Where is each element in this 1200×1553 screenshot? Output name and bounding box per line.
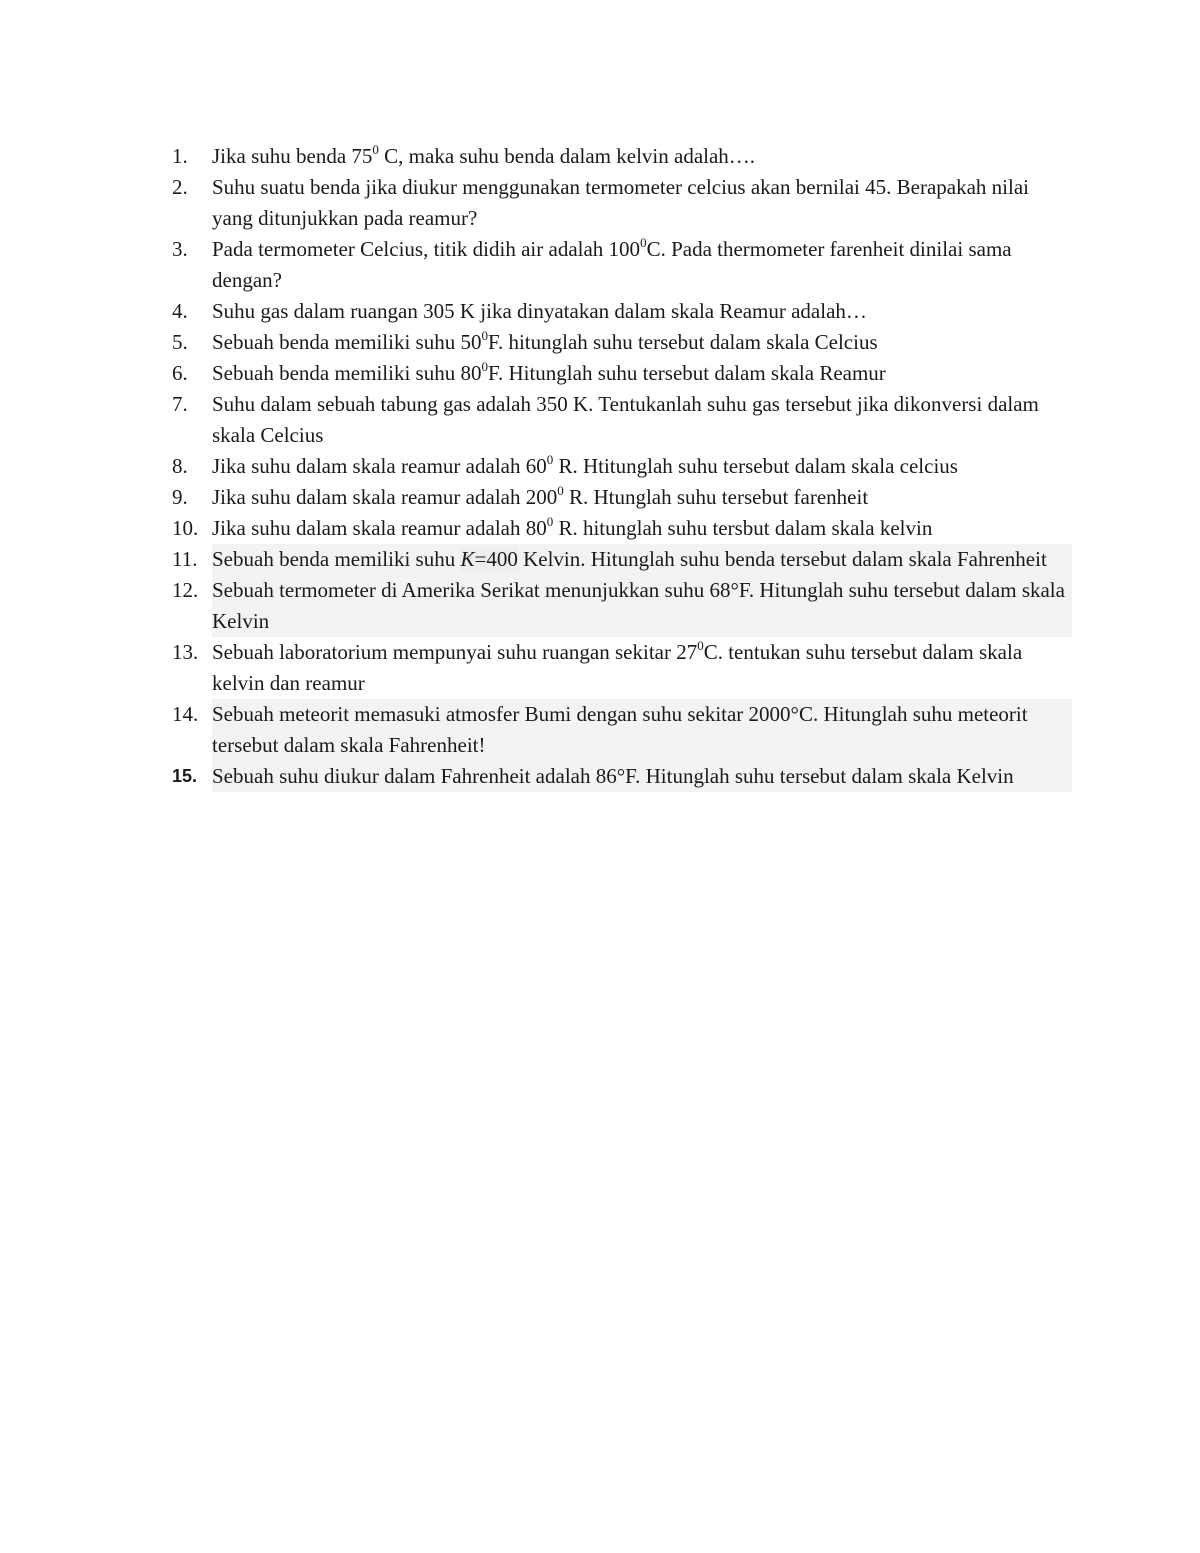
math-expression: K=400 (460, 547, 518, 571)
question-number: 6. (172, 361, 188, 385)
question-text: Sebuah laboratorium mempunyai suhu ruangan sekitar $27^0C$. tentukan suhu tersebut dalam skala kelvin dan reamur (212, 638, 1023, 695)
question-13 (172, 637, 1072, 699)
question-5 (172, 327, 1072, 358)
degree-superscript: 0 (546, 452, 554, 467)
question-number: 2. (172, 175, 188, 199)
question-number: 11. (172, 547, 198, 571)
question-number: 8. (172, 454, 188, 478)
question-number: 4. (172, 299, 188, 323)
question-15 (172, 761, 1072, 792)
question-text: Jika suhu dalam skala reamur adalah $80^0$ R. hitunglah suhu tersbut dalam skala kelvin (212, 514, 933, 540)
degree-superscript: 0 (546, 514, 554, 529)
question-number: 5. (172, 330, 188, 354)
question-7 (172, 389, 1072, 451)
question-3 (172, 234, 1072, 296)
question-text: Sebuah meteorit memasuki atmosfer Bumi dengan suhu sekitar 2000°C. Hitunglah suhu meteorit tersebut dalam skala Fahrenheit! (212, 699, 1072, 761)
question-14 (172, 699, 1072, 761)
question-text: Jika suhu dalam skala reamur adalah $60^0$ R. Htitunglah suhu tersebut dalam skala celcius (212, 452, 958, 478)
degree-superscript: 0 (481, 328, 488, 343)
question-text: Pada termometer Celcius, titik didih air adalah $100^0C$. Pada thermometer farenheit dinilai sama dengan? (212, 235, 1012, 292)
question-12 (172, 575, 1072, 637)
degree-superscript: 0 (640, 235, 647, 250)
question-list (172, 141, 1072, 792)
question-10 (172, 513, 1072, 544)
question-4 (172, 296, 1072, 327)
question-number: 12. (172, 578, 199, 602)
question-text: Sebuah benda memiliki suhu K=400 Kelvin. Hitunglah suhu benda tersebut dalam skala Fahrenheit (212, 544, 1072, 575)
question-text: Sebuah benda memiliki suhu $80^0F$. Hitunglah suhu tersebut dalam skala Reamur (212, 359, 886, 385)
question-number: 7. (172, 392, 188, 416)
question-text: Suhu suatu benda jika diukur menggunakan termometer celcius akan bernilai 45. Berapakah nilai yang ditunjukkan pada reamur? (212, 175, 1029, 230)
question-number: 13. (172, 640, 199, 664)
question-text: Suhu gas dalam ruangan 305 K jika dinyatakan dalam skala Reamur adalah… (212, 299, 867, 323)
question-number: 9. (172, 485, 188, 509)
question-1 (172, 141, 1072, 172)
question-number: 1. (172, 144, 188, 168)
degree-superscript: 0 (481, 359, 488, 374)
question-2 (172, 172, 1072, 234)
question-8 (172, 451, 1072, 482)
question-number: 15. (172, 766, 198, 786)
question-text: Jika suhu benda $75^0$ C, maka suhu benda dalam kelvin adalah…. (212, 142, 756, 168)
question-number: 14. (172, 702, 199, 726)
question-text: Sebuah termometer di Amerika Serikat menunjukkan suhu 68°F. Hitunglah suhu tersebut dalam skala Kelvin (212, 575, 1072, 637)
degree-superscript: 0 (697, 638, 704, 653)
question-9 (172, 482, 1072, 513)
degree-superscript: 0 (372, 142, 379, 157)
question-6 (172, 358, 1072, 389)
question-text: Jika suhu dalam skala reamur adalah $200^0$ R. Htunglah suhu tersebut farenheit (212, 483, 869, 509)
question-number: 10. (172, 516, 199, 540)
question-text: Suhu dalam sebuah tabung gas adalah 350 K. Tentukanlah suhu gas tersebut jika dikonversi dalam skala Celcius (212, 392, 1039, 447)
question-text: Sebuah suhu diukur dalam Fahrenheit adalah 86°F. Hitunglah suhu tersebut dalam skala Kelvin (212, 761, 1072, 792)
question-number: 3. (172, 237, 188, 261)
question-11 (172, 544, 1072, 575)
question-text: Sebuah benda memiliki suhu $50^0F$. hitunglah suhu tersebut dalam skala Celcius (212, 328, 878, 354)
degree-superscript: 0 (557, 483, 564, 498)
